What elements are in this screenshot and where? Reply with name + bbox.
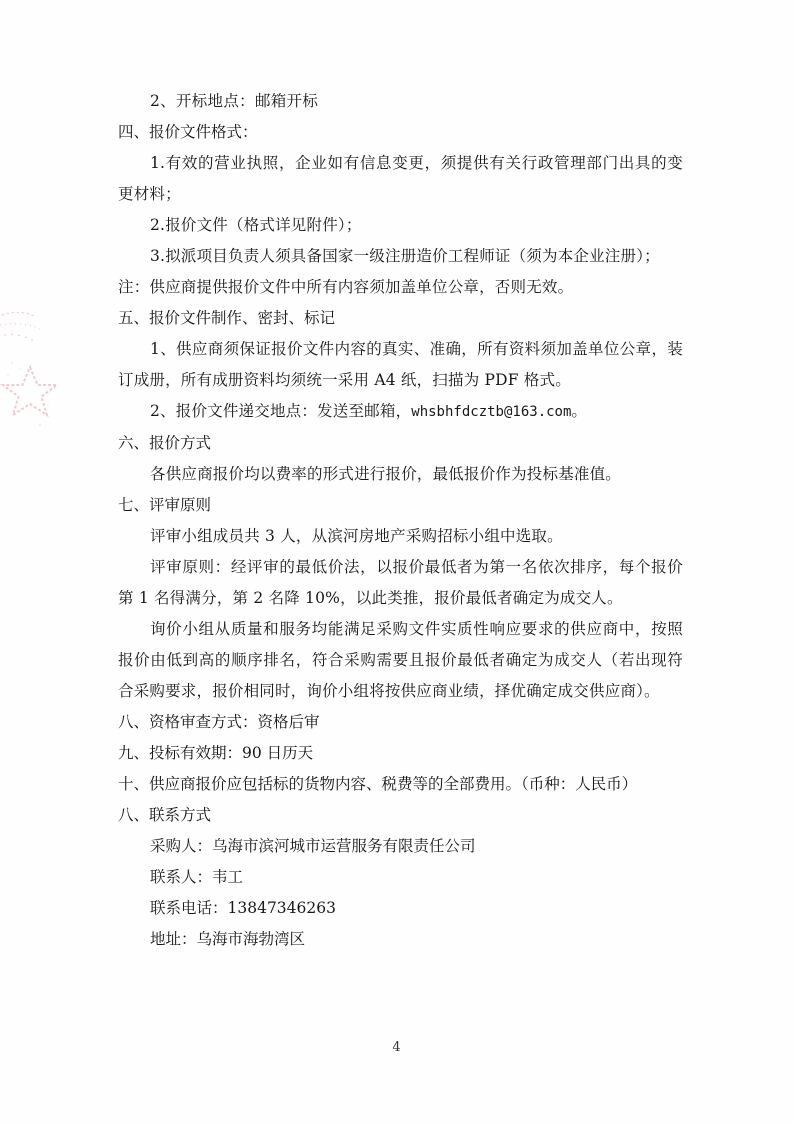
paragraph-with-email: [118, 396, 683, 428]
contact-block: [118, 831, 683, 955]
section-heading: 四、报价文件格式：: [118, 123, 258, 141]
section-heading: 十、供应商报价应包括标的货物内容、税费等的全部费用。（币种：人民币）: [118, 775, 638, 793]
contact-purchaser: 采购人：乌海市滨河城市运营服务有限责任公司: [150, 837, 476, 855]
red-seal-stamp-icon: [0, 305, 110, 445]
section-heading: 六、报价方式: [118, 434, 212, 452]
email-address: whsbhfdcztb@163.com: [411, 404, 572, 420]
section-heading: 五、报价文件制作、密封、标记: [118, 309, 336, 327]
paragraph: 1.有效的营业执照，企业如有信息变更，须提供有关行政管理部门出具的变更材料；: [118, 154, 683, 203]
paragraph: 评审原则：经评审的最低价法，以报价最低者为第一名依次排序，每个报价第 1 名得满分，第 2 名降 10%，以此类推，报价最低者确定为成交人。: [118, 558, 683, 607]
paragraph: 2.报价文件（格式详见附件）；: [150, 216, 362, 234]
document-body: [118, 86, 683, 955]
section-heading: 九、投标有效期：90 日历天: [118, 744, 314, 762]
paragraph: 询价小组从质量和服务均能满足采购文件实质性响应要求的供应商中，按照报价由低到高的顺序排名，符合采购需要且报价最低者确定为成交人（若出现符合采购要求，报价相同时，询价小组将按供应商业绩，择优确定成交供应商）。: [118, 620, 683, 700]
contact-address: 地址：乌海市海勃湾区: [150, 930, 306, 948]
section-heading: 八、联系方式: [118, 806, 212, 824]
section-heading: 八、资格审查方式：资格后审: [118, 713, 320, 731]
contact-phone: 联系电话：13847346263: [150, 899, 336, 917]
note-paragraph: 注：供应商提供报价文件中所有内容须加盖单位公章，否则无效。: [118, 278, 574, 296]
paragraph: 1、供应商须保证报价文件内容的真实、准确，所有资料须加盖单位公章，装订成册，所有成册资料均须统一采用 A4 纸，扫描为 PDF 格式。: [118, 340, 683, 389]
paragraph: 评审小组成员共 3 人，从滨河房地产采购招标小组中选取。: [150, 527, 563, 545]
list-item: 2、开标地点：邮箱开标: [150, 92, 319, 110]
paragraph: 各供应商报价均以费率的形式进行报价，最低报价作为投标基准值。: [150, 465, 622, 483]
paragraph-tail: 。: [571, 402, 588, 420]
contact-person: 联系人：韦工: [150, 868, 244, 886]
section-heading: 七、评审原则: [118, 496, 212, 514]
paragraph-text: 2、报价文件递交地点：发送至邮箱，: [150, 402, 412, 420]
paragraph: 3.拟派项目负责人须具备国家一级注册造价工程师证（须为本企业注册）；: [150, 247, 660, 265]
page-number: 4: [392, 1040, 401, 1055]
